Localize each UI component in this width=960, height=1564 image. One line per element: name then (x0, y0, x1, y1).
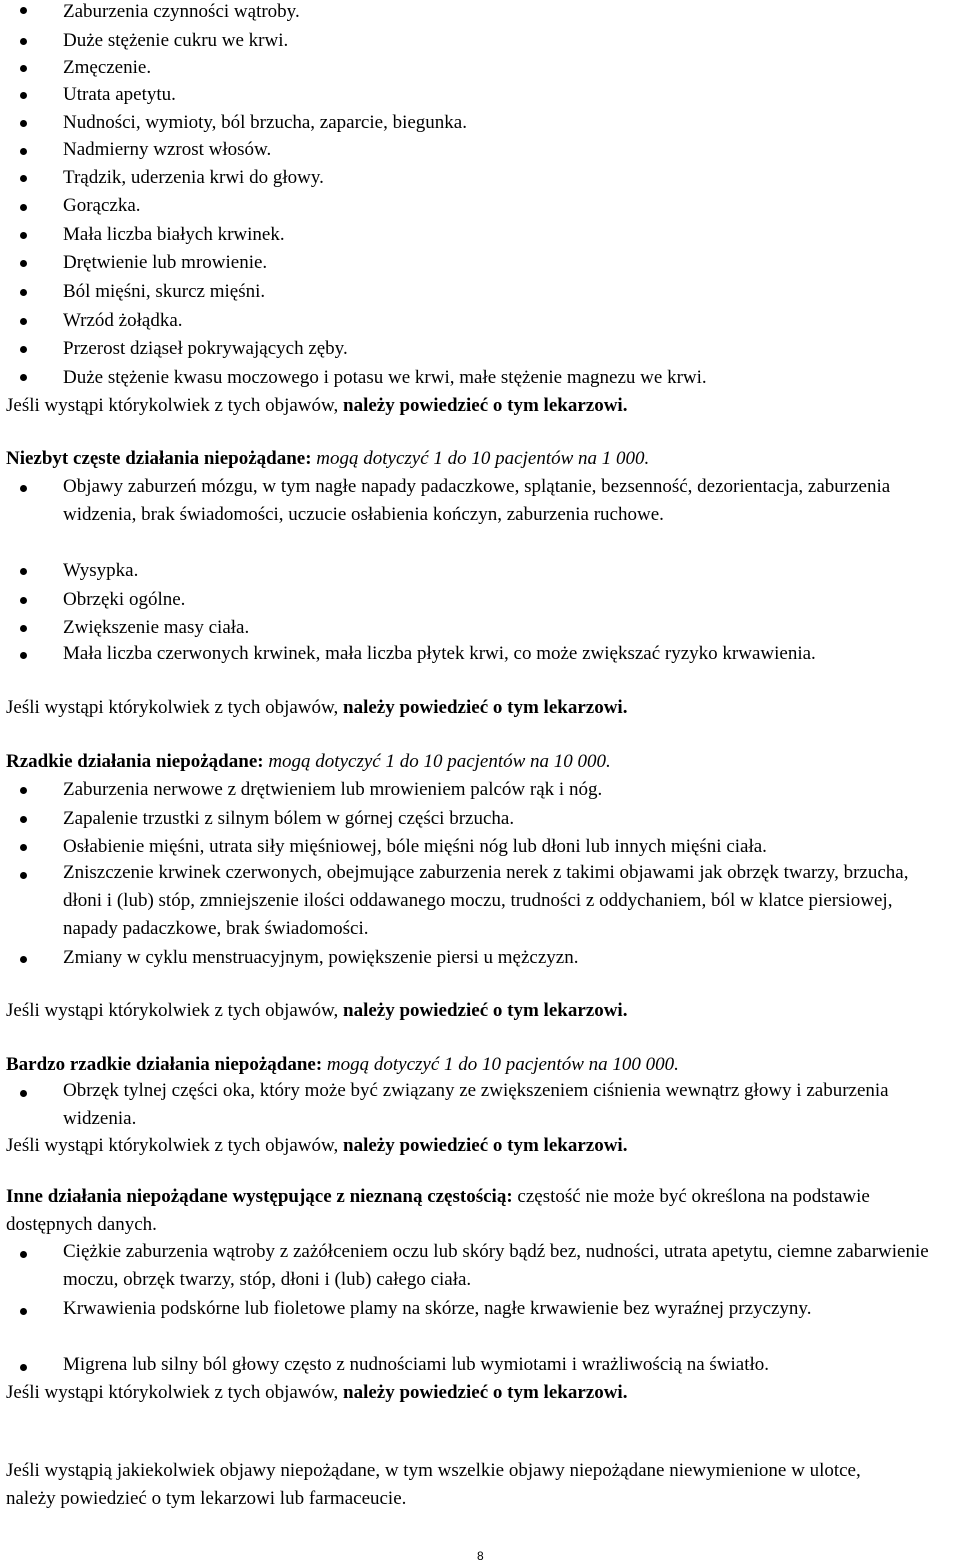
list-item: Zwiększenie masy ciała. (63, 617, 250, 638)
section-heading-unknown: Inne działania niepożądane występujące z nieznaną częstością: częstość nie może być określona na podstawie dostępnych danych. (6, 1186, 870, 1235)
list-item: Gorączka. (63, 195, 141, 216)
bullet-icon (20, 7, 27, 14)
doctor-notice: Jeśli wystąpi którykolwiek z tych objawów, należy powiedzieć o tym lekarzowi. (6, 1382, 628, 1403)
bullet-icon (20, 1090, 27, 1097)
list-item: Zaburzenia nerwowe z drętwieniem lub mrowieniem palców rąk i nóg. (63, 779, 603, 800)
list-item: Trądzik, uderzenia krwi do głowy. (63, 167, 324, 188)
bullet-icon (20, 346, 27, 353)
bullet-icon (20, 844, 27, 851)
list-item: Ciężkie zaburzenia wątroby z zażółceniem oczu lub skóry bądź bez, nudności, utrata apetytu, ciemne zabarwienie moczu, obrzęk twarzy, stóp, dłoni i (lub) całego ciała. (63, 1241, 929, 1290)
bullet-icon (20, 374, 27, 381)
bullet-icon (20, 318, 27, 325)
list-item: Duże stężenie kwasu moczowego i potasu we krwi, małe stężenie magnezu we krwi. (63, 367, 707, 388)
bullet-icon (20, 120, 27, 127)
section-heading-rare: Rzadkie działania niepożądane: mogą dotyczyć 1 do 10 pacjentów na 10 000. (6, 751, 611, 772)
list-item: Zaburzenia czynności wątroby. (63, 1, 300, 22)
list-item: Mała liczba czerwonych krwinek, mała liczba płytek krwi, co może zwiększać ryzyko krwawienia. (63, 643, 816, 664)
doctor-notice: Jeśli wystąpi którykolwiek z tych objawów, należy powiedzieć o tym lekarzowi. (6, 395, 628, 416)
bullet-icon (20, 485, 27, 492)
bullet-icon (20, 652, 27, 659)
list-item: Nadmierny wzrost włosów. (63, 139, 272, 160)
bullet-icon (20, 148, 27, 155)
list-item: Duże stężenie cukru we krwi. (63, 30, 289, 51)
list-item: Nudności, wymioty, ból brzucha, zaparcie, biegunka. (63, 112, 467, 133)
list-item: Osłabienie mięśni, utrata siły mięśniowej, bóle mięśni nóg lub dłoni lub innych mięśni ciała. (63, 836, 767, 857)
bullet-icon (20, 289, 27, 296)
list-item: Drętwienie lub mrowienie. (63, 252, 268, 273)
bullet-icon (20, 787, 27, 794)
list-item: Obrzęki ogólne. (63, 589, 186, 610)
bullet-icon (20, 956, 27, 963)
page-number: 8 (477, 1549, 484, 1563)
list-item: Zniszczenie krwinek czerwonych, obejmujące zaburzenia nerek z takimi objawami jak obrzęk twarzy, brzucha, dłoni i (lub) stóp, zmniejszenie ilości oddawanego moczu, trudności z oddychaniem, ból w klatce piersiowej, napady padaczkowe, brak świadomości. (63, 862, 909, 939)
section-heading-very-rare: Bardzo rzadkie działania niepożądane: mogą dotyczyć 1 do 10 pacjentów na 100 000. (6, 1054, 679, 1075)
bullet-icon (20, 232, 27, 239)
list-item: Zapalenie trzustki z silnym bólem w górnej części brzucha. (63, 808, 515, 829)
bullet-icon (20, 260, 27, 267)
closing-paragraph: Jeśli wystąpią jakiekolwiek objawy niepożądane, w tym wszelkie objawy niepożądane niewymienione w ulotce, należy powiedzieć o tym lekarzowi lub farmaceucie. (6, 1460, 861, 1509)
doctor-notice: Jeśli wystąpi którykolwiek z tych objawów, należy powiedzieć o tym lekarzowi. (6, 1135, 628, 1156)
list-item: Zmiany w cyklu menstruacyjnym, powiększenie piersi u mężczyzn. (63, 947, 579, 968)
bullet-icon (20, 1364, 27, 1371)
doctor-notice: Jeśli wystąpi którykolwiek z tych objawów, należy powiedzieć o tym lekarzowi. (6, 697, 628, 718)
list-item: Migrena lub silny ból głowy często z nudnościami lub wymiotami i wrażliwością na światło. (63, 1354, 770, 1375)
bullet-icon (20, 597, 27, 604)
bullet-icon (20, 92, 27, 99)
list-item: Zmęczenie. (63, 57, 152, 78)
list-item: Wrzód żołądka. (63, 310, 183, 331)
bullet-icon (20, 1251, 27, 1258)
bullet-icon (20, 38, 27, 45)
bullet-icon (20, 204, 27, 211)
doctor-notice: Jeśli wystąpi którykolwiek z tych objawów, należy powiedzieć o tym lekarzowi. (6, 1000, 628, 1021)
bullet-icon (20, 175, 27, 182)
section-heading-uncommon: Niezbyt częste działania niepożądane: mogą dotyczyć 1 do 10 pacjentów na 1 000. (6, 448, 650, 469)
list-item: Obrzęk tylnej części oka, który może być związany ze zwiększeniem ciśnienia wewnątrz głowy i zaburzenia widzenia. (63, 1080, 889, 1129)
bullet-icon (20, 65, 27, 72)
list-item: Objawy zaburzeń mózgu, w tym nagłe napady padaczkowe, splątanie, bezsenność, dezorientacja, zaburzenia widzenia, brak świadomości, uczucie osłabienia kończyn, zaburzenia ruchowe. (63, 476, 891, 525)
list-item: Mała liczba białych krwinek. (63, 224, 285, 245)
list-item: Utrata apetytu. (63, 84, 176, 105)
bullet-icon (20, 568, 27, 575)
bullet-icon (20, 872, 27, 879)
bullet-icon (20, 625, 27, 632)
list-item: Krwawienia podskórne lub fioletowe plamy na skórze, nagłe krwawienie bez wyraźnej przyczyny. (63, 1298, 812, 1319)
list-item: Wysypka. (63, 560, 139, 581)
list-item: Ból mięśni, skurcz mięśni. (63, 281, 266, 302)
bullet-icon (20, 816, 27, 823)
bullet-icon (20, 1308, 27, 1315)
list-item: Przerost dziąseł pokrywających zęby. (63, 338, 348, 359)
